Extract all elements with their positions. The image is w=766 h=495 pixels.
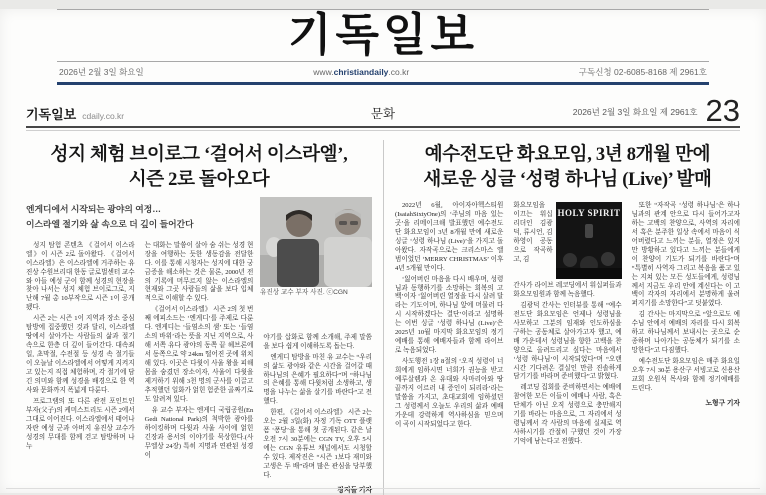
right-col-1 bbox=[395, 202, 503, 449]
paragraph: 프로그램의 또 다른 관전 포인트인 부자(父子)의 케미스트리도 시즌 2에서 그대로 이어진다. 이스라엘에서 태어나 자란 예성 군과 아버지 유진상 교수가 성경의 무대를 함께 걷고 탐방하며 나누 bbox=[26, 397, 135, 450]
album-side-text: 화요모임을 이끄는 워십리더인 김광덕, 류시언, 김하영이 공동으로 작곡하고, 김 bbox=[513, 201, 553, 263]
paragraph: 한편, 《걸어서 이스라엘》 시즌 2는 오는 2월 3일(화) 자정 기독 OTT 플랫폼 ‘퐁당’을 통해 첫 공개된다. 같은 날 오전 7시 30분에는 CGN TV, 오후 5시에는 CGN 유튜브 채널에서도 시청할 수 있다. 제작진은 “시즌 1보다 재미와 고생은 두 배”라며 많은 관심을 당부했다. bbox=[263, 409, 373, 480]
masthead-info-row bbox=[57, 61, 709, 82]
paragraph: 엔게디 탐방을 마친 유 교수는 “우리의 삶도 광야와 같은 시간을 걸어갈 때 하나님의 은혜가 필요하다”며 “하나님의 은혜를 통해 다윗처럼 소생하고, 생명을 나누는 삶을 살기를 바란다”고 전했다. bbox=[263, 353, 373, 406]
page-header-brand bbox=[26, 104, 124, 123]
paragraph: ‘잃어버린 마음을 다시 배우며, 성령님과 동행하기를 소망하는 회복의 고백’이자 ‘잃어버린 열정을 다시 살려 달라는 기도이며, 하나님 앞에 머물러 다시 시작하겠다는 결단’이라고 설명하는 이번 싱글 ‘성령 하나님 (Live)’은 2025년 10월 마지막 화요모임의 정기예배를 통해 예배자들과 함께 라이브로 녹음되었다. bbox=[395, 275, 504, 355]
masthead-navy-rule bbox=[57, 82, 709, 85]
page-header-right bbox=[572, 92, 740, 128]
album-row bbox=[513, 202, 621, 279]
headline-line-2: 새로운 싱글 ‘성령 하나님 (Live)’ 발매 bbox=[423, 169, 712, 190]
masthead-date: 2026년 2월 3일 화요일 bbox=[59, 66, 144, 77]
masthead-subscription: 구독신청 02-6085-8168 제 2961호 bbox=[578, 66, 707, 77]
left-article-headline bbox=[26, 143, 372, 193]
paragraph: 《걸어서 이스라엘》 시즌 2의 첫 번째 에피소드는 ‘엔게디’를 주제로 다룬다. 엔게디는 ‘들염소의 샘’ 또는 ‘들염소의 바위’라는 뜻을 지닌 지역으로, 사해 서쪽 유다 광야의 동쪽 끝 헤브론에서 동쪽으로 약 24km 떨어진 곳에 위치해 있다. 이곳은 다윗이 사울 왕을 피해 몸을 숨겼던 장소이자, 사울이 다윗을 제거하기 위해 3천 명의 군사를 이끌고 추적했던 일화가 얽힌 험준한 골짜기로도 알려져 있다. bbox=[144, 306, 254, 403]
paragraph: 간사가 라이브 레코딩에서 워십퍼들과 화요모임원과 함께 녹음했다. bbox=[513, 281, 622, 298]
left-col-1 bbox=[26, 242, 135, 495]
page-header-date-issue: 2026년 2월 3일 화요일 제 2961호 bbox=[572, 107, 698, 117]
photo-illustration bbox=[260, 197, 372, 287]
url-prefix: www. bbox=[313, 66, 334, 77]
article-israel-vlog bbox=[26, 140, 383, 495]
newspaper-page bbox=[0, 9, 766, 493]
masthead-title: 기독일보 bbox=[288, 9, 478, 60]
album-cover-art bbox=[556, 202, 622, 279]
right-article-columns bbox=[395, 202, 740, 449]
subtitle-line-1: 엔게디에서 시작되는 광야의 여정… bbox=[26, 203, 162, 214]
page-header-light-rule bbox=[26, 130, 740, 131]
page-number: 23 bbox=[705, 92, 740, 128]
article-photo bbox=[260, 197, 372, 287]
paragraph: 또한 “자작곡 ‘성령 하나님’은 하나님과의 관계 안으로 다시 들어가고자 하는 고백의 찬양으로, 사역의 자리에서 혹은 분주한 일상 속에서 마음이 식어버렸다고 느끼는 분들, 열정은 있지만 방황하고 있다고 느끼는 분들에게 이 찬양이 기도가 되기를 바란다”며 “특별히 사역자 그리고 복음을 품고 있는 지쳐 있는 모든 성도들에게, 성령님께서 지금도 우리 안에 계신다는 이 고백이 각자의 자리에서 분명하게 울려 퍼지기를 소망한다”고 덧붙였다. bbox=[631, 201, 740, 308]
paragraph: 사도행전 1장 8절의 ‘오직 성령이 너희에게 임하시면 너희가 권능을 받고 예루살렘과 온 유대와 사마리아와 땅 끝까지 이르러 내 증인이 되리라’라는 말씀을 가지고, 초대교회에 임하셨던 그 성령께서 오늘도 우리의 삶과 예배 가운데 강력하게 역사하심을 믿으며 이 곡이 시작되었다고 한다. bbox=[395, 358, 504, 428]
album-title-text: HOLY SPIRIT bbox=[557, 207, 621, 218]
paragraph: 예수전도단 화요모임은 매주 화요일 오후 7시 30분 용산구 서빙고로 신용산교회 오원석 목사와 함께 정기예배를 드린다. bbox=[631, 358, 740, 392]
paragraph: 시즌 2는 시즌 1이 지역과 장소 중심 탐방에 집중했던 것과 달리, 이스라엘 땅에서 살아가는 사람들의 삶과 절기 속으로 한층 더 깊이 들어간다. 대속죄일, 초막절, 수전절 등 성경 속 절기들이 오늘날 이스라엘에서 어떻게 지켜지고 있는지 직접 체험하며, 각 절기에 담긴 의미와 함께 성경을 배경으로 한 역사와 문화까지 폭넓게 다룬다. bbox=[26, 315, 135, 394]
url-domain: christiandaily bbox=[333, 66, 389, 77]
paragraph: 유 교수 부자는 엔게디 국립공원(En Gedi National Park)의 척박한 광야를 하이킹하며 다윗과 사울 사이에 얽힌 긴장과 용서의 이야기를 묵상한다.(사무엘상 24장) 특히 지명과 연관된 성경 이 bbox=[144, 406, 254, 459]
paragraph: 2022년 6월, 아이자아헥스티원(IsaiahSixtyOne)의 ‘주님의 마음 있는 곳’을 리메이크해 발표했던 예수전도단 화요모임이 3년 8개월 만에 새로운 싱글 ‘성령 하나님 (Live)’을 가지고 돌아왔다. 자작곡으로는 크리스마스 앨범이었던 ‘MERRY CHRISTMAS’ 이후 4년 5개월 만이다. bbox=[395, 201, 504, 272]
headline-line-1: 성지 체험 브이로그 ‘걸어서 이스라엘’, bbox=[50, 145, 348, 165]
paragraph: 김광덕 간사는 인터뷰를 통해 “예수전도단 화요모임은 언제나 성령님을 사모하고 그분의 임재와 인도하심을 구하는 공동체로 살아가고자 했고, 예배 가운데서 성령님을 향한 고백을 찬양으로 올려드리고 싶다는 마음에서 ‘성령 하나님’이 시작되었다”며 “오랜 시간 기다려온 결실인 만큼 진솔하게 담기기를 바라며 준비했다”고 밝혔다. bbox=[513, 301, 622, 381]
headline-line-1: 예수전도단 화요모임, 3년 8개월 만에 bbox=[424, 145, 711, 165]
right-article-headline bbox=[395, 143, 740, 193]
articles-area bbox=[26, 140, 740, 495]
brand-name: 기독일보 bbox=[26, 107, 77, 122]
page-header bbox=[26, 92, 740, 128]
right-article-byline: 노형구 기자 bbox=[705, 399, 740, 407]
left-article-subtitle bbox=[26, 202, 252, 233]
left-col-2 bbox=[145, 242, 254, 495]
paragraph: 김 간사는 마지막으로 “앞으로도 예수님 안에서 예배의 자리를 다시 회복하고 하나님께서 보내시는 곳으로 순종하며 나아가는 공동체가 되기를 소망한다”고 다짐했다. bbox=[631, 311, 740, 355]
paragraph: 성지 탐험 콘텐츠 《걸어서 이스라엘》이 시즌 2로 돌아왔다. 《걸어서 이스라엘》은 이스라엘에 거주하는 유진상 수원브리대 한동 글로벌센터 교수와 아들 예성 군이 함께 성경의 현장을 찾아 나서는 성지 체험 브이로그로, 지난해 7월 총 10부작으로 시즌 1이 공개됐다. bbox=[26, 241, 135, 312]
right-col-2 bbox=[513, 202, 621, 449]
page-bottom-rule bbox=[6, 488, 760, 489]
url-suffix: .co.kr bbox=[388, 66, 410, 77]
article-tuesday-meeting-single bbox=[383, 140, 740, 495]
album-cover bbox=[556, 202, 622, 279]
paragraph: 야기를 삽화로 함께 소개해, 주제 말씀을 보다 쉽게 이해하도록 돕는다. bbox=[263, 333, 373, 350]
left-article-body bbox=[26, 202, 372, 495]
masthead-url bbox=[313, 67, 409, 77]
paragraph: 레코딩 집회를 준비하면서는 예배에 참여한 모든 이들이 예배나 사람, 혹은 단체가 아닌 오직 성령으로 충만해지기를 바라는 마음으로, 그 자리에서 성령님께서 각 사람의 마음에 실제로 역사하시기를 간절히 구했던 것이 가장 기억에 남는다고 전했다. bbox=[513, 384, 622, 446]
section-title: 문화 bbox=[370, 107, 396, 121]
headline-line-2: 시즌 2로 돌아오다 bbox=[128, 169, 270, 190]
paragraph: 는 대화는 말씀이 살아 숨 쉬는 성경 현장을 여행하는 듯한 생동감을 전달한다. 이를 통해 시청자는 성지에 대한 궁금증을 해소하는 것은 물론, 2000년 전의 기록에 머무르지 않는 이스라엘의 현재와 그곳 사람들의 삶을 보다 입체적으로 이해할 수 있다. bbox=[144, 241, 254, 303]
right-col-3 bbox=[632, 202, 740, 449]
brand-domain: cdaily.co.kr bbox=[82, 111, 125, 121]
left-article-byline: 장지돌 기자 bbox=[337, 486, 373, 494]
photo-caption: 유진상 교수 부자 사진. ⓒCGN bbox=[260, 288, 348, 296]
left-article-photo-block bbox=[260, 197, 372, 298]
subtitle-line-2: 이스라엘 절기와 삶 속으로 더 깊이 들어간다 bbox=[26, 219, 194, 230]
